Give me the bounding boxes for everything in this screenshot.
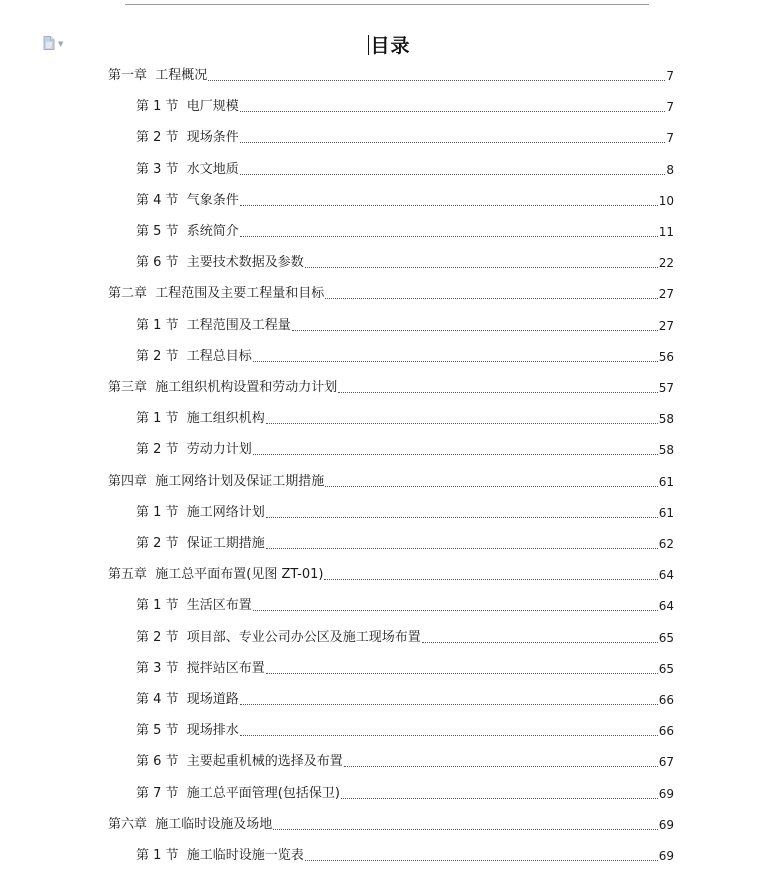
toc-entry-label: 第 6 节 主要技术数据及参数 (136, 255, 304, 270)
toc-dot-leader (325, 298, 657, 299)
toc-section-entry[interactable] (136, 846, 674, 866)
toc-page-number: 65 (658, 662, 674, 676)
toc-dot-leader (341, 798, 658, 799)
toc-section-entry[interactable] (136, 222, 674, 242)
toc-dot-leader (208, 80, 665, 81)
toc-heading-text: 目录 (370, 35, 411, 57)
toc-page-number: 62 (658, 537, 674, 551)
toc-dot-leader (240, 236, 658, 237)
toc-dot-leader (240, 142, 666, 143)
toc-dot-leader (240, 174, 666, 175)
toc-page-number: 67 (658, 755, 674, 769)
toc-entry-label: 第 1 节 工程范围及工程量 (136, 318, 291, 333)
toc-entry-label: 第 1 节 生活区布置 (136, 598, 252, 613)
toc-dot-leader (266, 673, 658, 674)
toc-page-number: 66 (658, 724, 674, 738)
toc-section-entry[interactable] (136, 752, 674, 772)
toc-dot-leader (253, 361, 658, 362)
toc-page-number: 69 (658, 787, 674, 801)
toc-section-entry[interactable] (136, 316, 674, 336)
toc-page-number: 22 (658, 256, 674, 270)
toc-page-number: 69 (658, 818, 674, 832)
toc-entry-label: 第 7 节 施工总平面管理(包括保卫) (136, 786, 340, 801)
toc-section-entry[interactable] (136, 409, 674, 429)
toc-dot-leader (305, 860, 658, 861)
toc-dot-leader (324, 579, 657, 580)
toc-entry-label: 第 6 节 主要起重机械的选择及布置 (136, 754, 343, 769)
toc-section-entry[interactable] (136, 534, 674, 554)
toc-dot-leader (253, 610, 658, 611)
toc-section-entry[interactable] (136, 160, 674, 180)
toc-page-number: 64 (658, 599, 674, 613)
toc-dot-leader (240, 735, 658, 736)
toc-section-entry[interactable] (136, 440, 674, 460)
toc-entry-label: 第六章 施工临时设施及场地 (108, 817, 273, 832)
toc-entry-label: 第一章 工程概况 (108, 68, 208, 83)
toc-chapter-entry[interactable] (108, 284, 674, 304)
toc-chapter-entry[interactable] (108, 66, 674, 86)
toc-page-number: 7 (666, 69, 674, 83)
toc-chapter-entry[interactable] (108, 378, 674, 398)
toc-entry-label: 第 4 节 气象条件 (136, 193, 239, 208)
page-top-border (125, 4, 649, 5)
toc-dot-leader (273, 829, 657, 830)
toc-page-number: 10 (658, 194, 674, 208)
toc-entry-label: 第 1 节 电厂规模 (136, 99, 239, 114)
toc-dot-leader (240, 205, 658, 206)
chevron-down-icon: ▼ (58, 39, 64, 48)
toc-section-entry[interactable] (136, 503, 674, 523)
toc-dot-leader (266, 517, 658, 518)
toc-section-entry[interactable] (136, 690, 674, 710)
toc-section-entry[interactable] (136, 628, 674, 648)
toc-dot-leader (422, 642, 658, 643)
toc-page-number: 8 (666, 163, 674, 177)
toc-page-number: 69 (658, 849, 674, 863)
toc-dot-leader (305, 267, 658, 268)
toc-page-number: 27 (658, 287, 674, 301)
toc-entry-label: 第 4 节 现场道路 (136, 692, 239, 707)
toc-dot-leader (266, 548, 658, 549)
toc-entry-label: 第五章 施工总平面布置(见图 ZT-01) (108, 567, 324, 582)
toc-entry-label: 第 2 节 保证工期措施 (136, 536, 265, 551)
toc-section-entry[interactable] (136, 596, 674, 616)
toc-page-number: 7 (666, 131, 674, 145)
toc-page-number: 65 (658, 631, 674, 645)
toc-dot-leader (253, 454, 658, 455)
toc-page-number: 7 (666, 100, 674, 114)
toc-entry-label: 第 5 节 现场排水 (136, 723, 239, 738)
toc-entry-label: 第 3 节 水文地质 (136, 162, 239, 177)
toc-page-number: 27 (658, 319, 674, 333)
toc-entry-label: 第 2 节 项目部、专业公司办公区及施工现场布置 (136, 630, 421, 645)
toc-page-number: 61 (658, 506, 674, 520)
toc-dot-leader (266, 423, 658, 424)
toc-dot-leader (338, 392, 657, 393)
toc-chapter-entry[interactable] (108, 472, 674, 492)
toc-dot-leader (240, 111, 666, 112)
toc-dot-leader (325, 486, 657, 487)
toc-section-entry[interactable] (136, 784, 674, 804)
toc-page-number: 58 (658, 412, 674, 426)
toc-page-number: 58 (658, 443, 674, 457)
toc-page-number: 57 (658, 381, 674, 395)
toc-dot-leader (292, 330, 658, 331)
toc-page-number: 11 (658, 225, 674, 239)
toc-section-entry[interactable] (136, 191, 674, 211)
toc-page-number: 66 (658, 693, 674, 707)
toc-page-number: 61 (658, 475, 674, 489)
toc-entry-label: 第四章 施工网络计划及保证工期措施 (108, 474, 325, 489)
toc-entry-label: 第三章 施工组织机构设置和劳动力计划 (108, 380, 338, 395)
toc-page-number: 64 (658, 568, 674, 582)
toc-chapter-entry[interactable] (108, 815, 674, 835)
toc-heading (0, 31, 779, 58)
toc-entry-label: 第 1 节 施工组织机构 (136, 411, 265, 426)
toc-entry-label: 第 1 节 施工网络计划 (136, 505, 265, 520)
toc-entry-label: 第 2 节 现场条件 (136, 130, 239, 145)
toc-section-entry[interactable] (136, 659, 674, 679)
toc-page-number: 56 (658, 350, 674, 364)
toc-section-entry[interactable] (136, 347, 674, 367)
toc-chapter-entry[interactable] (108, 565, 674, 585)
toc-entry-label: 第 3 节 搅拌站区布置 (136, 661, 265, 676)
toc-dot-leader (240, 704, 658, 705)
toc-entry-label: 第 2 节 劳动力计划 (136, 442, 252, 457)
toc-section-entry[interactable] (136, 97, 674, 117)
toc-entry-label: 第 1 节 施工临时设施一览表 (136, 848, 304, 863)
toc-dot-leader (344, 766, 658, 767)
toc-section-entry[interactable] (136, 128, 674, 148)
toc-entry-label: 第二章 工程范围及主要工程量和目标 (108, 286, 325, 301)
toc-section-entry[interactable] (136, 253, 674, 273)
toc-entry-label: 第 2 节 工程总目标 (136, 349, 252, 364)
toc-section-entry[interactable] (136, 721, 674, 741)
toc-entry-label: 第 5 节 系统简介 (136, 224, 239, 239)
